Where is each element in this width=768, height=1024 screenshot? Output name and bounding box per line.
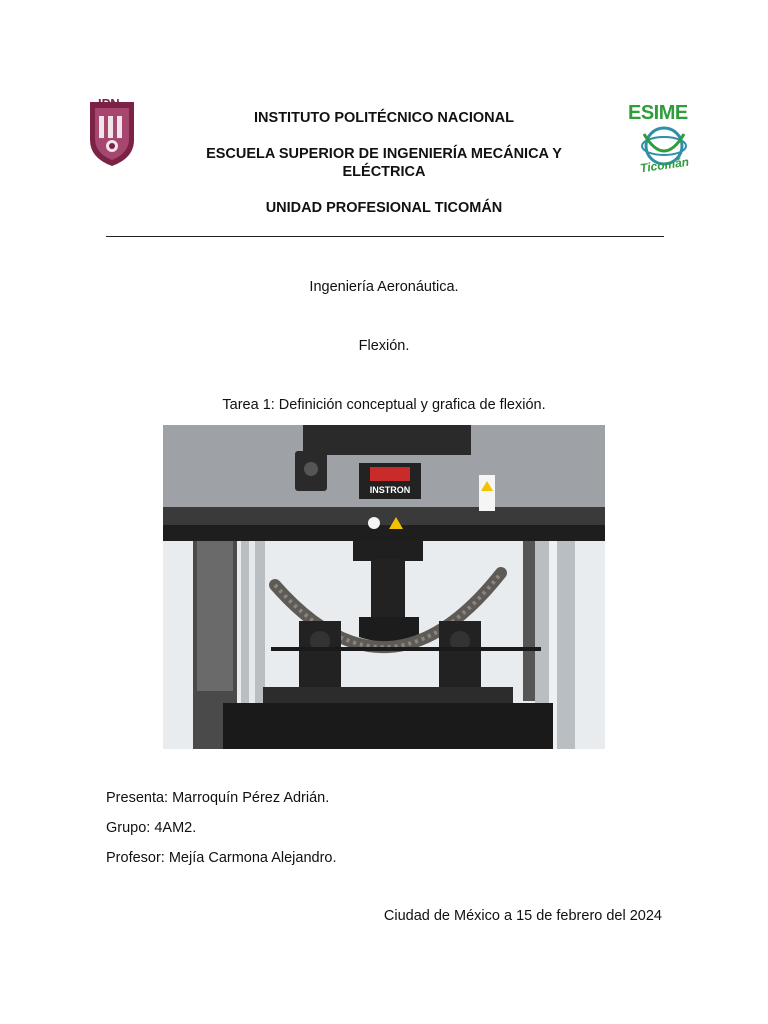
header-divider: [106, 236, 664, 237]
subject-line: Flexión.: [358, 338, 410, 354]
institution-title: INSTITUTO POLITÉCNICO NACIONAL: [254, 110, 514, 126]
unit-title: UNIDAD PROFESIONAL TICOMÁN: [265, 200, 503, 216]
group-line: Grupo: 4AM2.: [106, 820, 197, 836]
school-title-line2: ELÉCTRICA: [342, 164, 426, 180]
assignment-line: Tarea 1: Definición conceptual y grafica de flexión.: [222, 397, 546, 413]
esime-logo-top: ESIME: [628, 102, 688, 124]
professor-line: Profesor: Mejía Carmona Alejandro.: [106, 850, 337, 866]
instron-brand: INSTRON: [369, 485, 411, 495]
school-title-line1: ESCUELA SUPERIOR DE INGENIERÍA MECÁNICA Y: [206, 146, 562, 162]
career-line: Ingeniería Aeronáutica.: [309, 279, 459, 295]
ipn-logo-text: IPN: [98, 96, 120, 111]
presenter-line: Presenta: Marroquín Pérez Adrián.: [106, 790, 330, 806]
place-date-line: Ciudad de México a 15 de febrero del 2024: [383, 908, 662, 924]
bending-test-photo: [163, 425, 605, 749]
esime-logo-bottom: Ticomán: [639, 154, 690, 176]
